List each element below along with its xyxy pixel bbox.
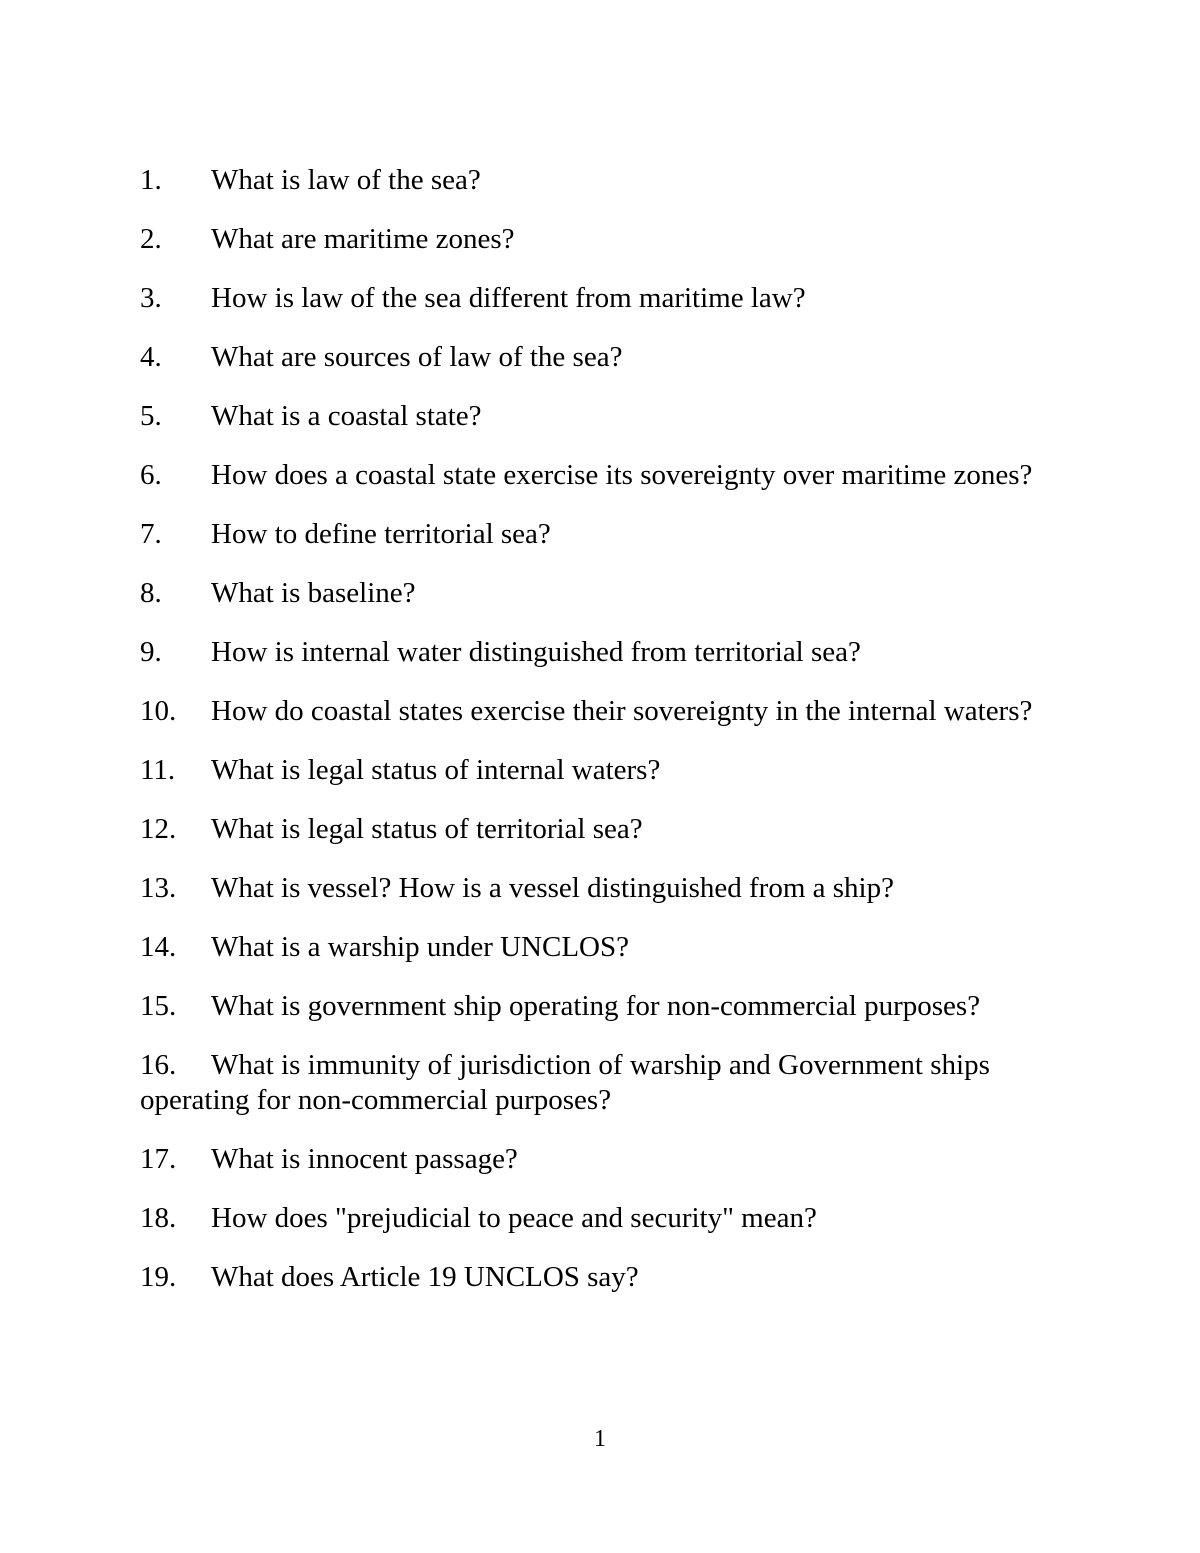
question-text: What is government ship operating for non-commercial purposes? — [211, 990, 981, 1022]
question-number: 13. — [140, 872, 177, 904]
question-text: How is internal water distinguished from territorial sea? — [211, 636, 861, 668]
question-item — [140, 222, 1070, 257]
question-item — [140, 989, 1070, 1024]
question-item — [140, 576, 1070, 611]
question-item — [140, 930, 1070, 965]
question-number: 18. — [140, 1202, 177, 1234]
question-text: What are maritime zones? — [211, 223, 515, 255]
question-text: How to define territorial sea? — [211, 518, 551, 550]
question-number: 4. — [140, 341, 162, 373]
question-item — [140, 1201, 1070, 1236]
question-number: 11. — [140, 754, 176, 786]
question-item — [140, 753, 1070, 788]
question-list — [140, 163, 1070, 1319]
question-item — [140, 694, 1070, 729]
question-text: What is a coastal state? — [211, 400, 482, 432]
question-item — [140, 812, 1070, 847]
question-text: How does a coastal state exercise its sovereignty over maritime zones? — [211, 459, 1033, 491]
question-text: What is baseline? — [211, 577, 416, 609]
question-number: 19. — [140, 1261, 177, 1293]
question-text: What is a warship under UNCLOS? — [211, 931, 629, 963]
question-text: How does "prejudicial to peace and security" mean? — [211, 1202, 817, 1234]
question-text: What is vessel? How is a vessel distinguished from a ship? — [211, 872, 894, 904]
question-text: What does Article 19 UNCLOS say? — [211, 1261, 639, 1293]
question-item — [140, 871, 1070, 906]
question-item — [140, 1048, 1070, 1118]
question-item — [140, 281, 1070, 316]
question-number: 1. — [140, 164, 162, 196]
question-number: 5. — [140, 400, 162, 432]
question-text: What is innocent passage? — [211, 1143, 518, 1175]
question-number: 10. — [140, 695, 177, 727]
question-item — [140, 1142, 1070, 1177]
question-number: 3. — [140, 282, 162, 314]
question-number: 2. — [140, 223, 162, 255]
question-number: 17. — [140, 1143, 177, 1175]
question-item — [140, 635, 1070, 670]
question-number: 9. — [140, 636, 162, 668]
question-number: 16. — [140, 1049, 177, 1081]
question-text: How do coastal states exercise their sovereignty in the internal waters? — [211, 695, 1033, 727]
question-text: What are sources of law of the sea? — [211, 341, 623, 373]
question-number: 12. — [140, 813, 177, 845]
question-number: 14. — [140, 931, 177, 963]
question-number: 7. — [140, 518, 162, 550]
question-item — [140, 399, 1070, 434]
question-item — [140, 340, 1070, 375]
question-text: What is law of the sea? — [211, 164, 481, 196]
question-item — [140, 1260, 1070, 1295]
question-number: 6. — [140, 459, 162, 491]
question-item — [140, 517, 1070, 552]
question-text: What is legal status of internal waters? — [211, 754, 661, 786]
question-number: 8. — [140, 577, 162, 609]
question-item — [140, 163, 1070, 198]
question-item — [140, 458, 1070, 493]
page-number: 1 — [594, 1426, 606, 1452]
question-text: What is immunity of jurisdiction of warship and Government ships operating for non-commercial purposes? — [140, 1049, 990, 1116]
question-text: How is law of the sea different from maritime law? — [211, 282, 806, 314]
question-number: 15. — [140, 990, 177, 1022]
question-text: What is legal status of territorial sea? — [211, 813, 643, 845]
